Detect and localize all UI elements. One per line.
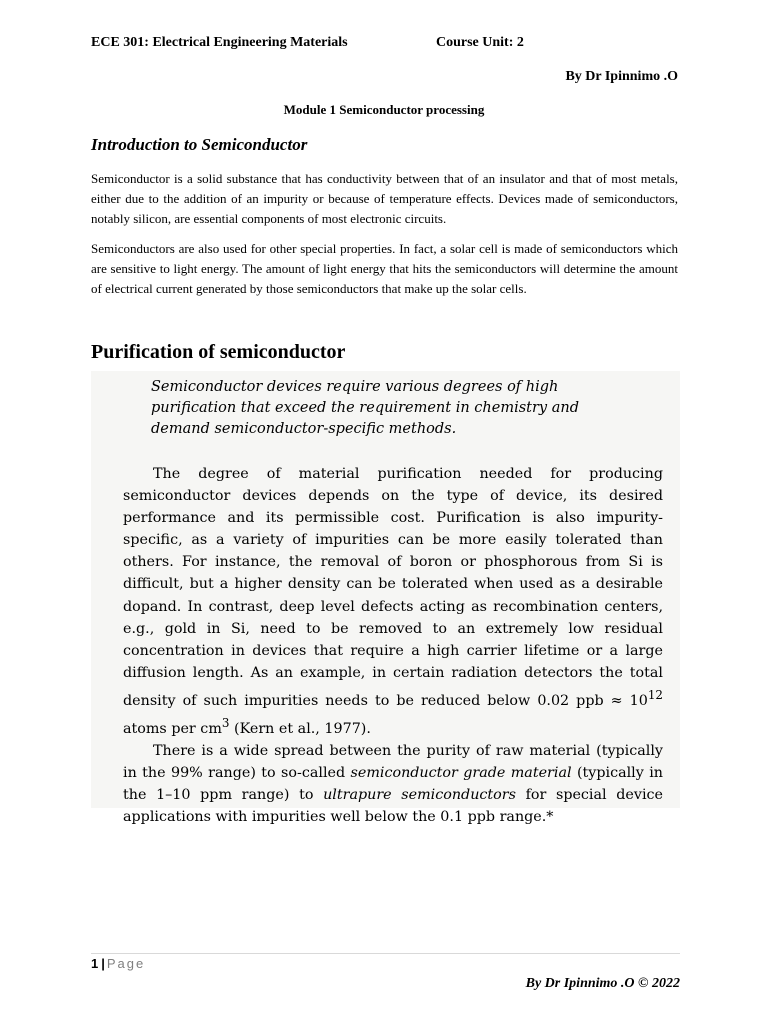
intro-paragraph-2: Semiconductors are also used for other special properties. In fact, a solar cell is made of semiconductors which are sensitive to light energy. The amount of light energy that hits the semiconductors will determine the amount of electrical current generated by those semiconductors that make up the solar cells.	[91, 241, 678, 296]
footer-signature: By Dr Ipinnimo .O © 2022	[525, 976, 680, 991]
intro-heading: Introduction to Semiconductor	[91, 135, 308, 154]
term-ultrapure: ultrapure semiconductors	[323, 786, 516, 803]
excerpt-paragraph-2: There is a wide spread between the purity of raw material (typically in the 99% range) to so-called semiconductor grade material (typically in the 1–10 ppm range) to ultrapure semiconductors for special device applications with impurities well below the 0.1 ppb range.*	[123, 742, 663, 825]
page-number: 1 | Page	[91, 956, 146, 971]
course-unit: Course Unit: 2	[436, 35, 524, 50]
citation: (Kern et al., 1977).	[229, 720, 371, 737]
value-text: 0.02 ppb ≈ 10	[537, 692, 648, 709]
page-label: Page	[106, 956, 146, 971]
exponent: 12	[647, 687, 663, 702]
intro-paragraph-1: Semiconductor is a solid substance that has conductivity between that of an insulator and that of most metals, either due to the addition of an impurity or because of temperature effects. Devices made of semiconductors, notably silicon, are essential components of most electronic circuits.	[91, 171, 678, 226]
scanned-excerpt	[91, 371, 680, 825]
course-title: ECE 301: Electrical Engineering Materials	[91, 35, 348, 50]
excerpt-paragraph-1: The degree of material purification needed for producing semiconductor devices depends on the type of device, its desired performance and its permissible cost. Purification is also impurity-specific, as a variety of impurities can be more easily tolerated than others. For instance, the removal of boron or phosphorous from Si is difficult, but a higher density can be tolerated when used as a desirable dopand. In contrast, deep level defects acting as recombination centers, e.g., gold in Si, need to be removed to an extremely low residual concentration in devices that require a high carrier lifetime or a large diffusion length. As an example, in certain radiation detectors the total density of such impurities needs to be reduced below 0.02 ppb ≈ $10^{12}$ atoms per $cm^3$ (Kern et al., 1977).	[123, 466, 663, 737]
unit-exponent: 3	[221, 715, 230, 730]
excerpt-abstract: Semiconductor devices require various degrees of high purification that exceed the requirement in chemistry and demand semiconductor-specific methods.	[151, 379, 579, 437]
excerpt-body	[123, 463, 663, 828]
purification-heading: Purification of semiconductor	[91, 341, 346, 363]
author-line: By Dr Ipinnimo .O	[565, 69, 678, 84]
module-title: Module 1 Semiconductor processing	[283, 102, 485, 117]
term-semiconductor-grade: semiconductor grade material	[350, 764, 572, 781]
unit-text: atoms per cm	[123, 720, 222, 737]
footer-divider	[91, 953, 680, 954]
